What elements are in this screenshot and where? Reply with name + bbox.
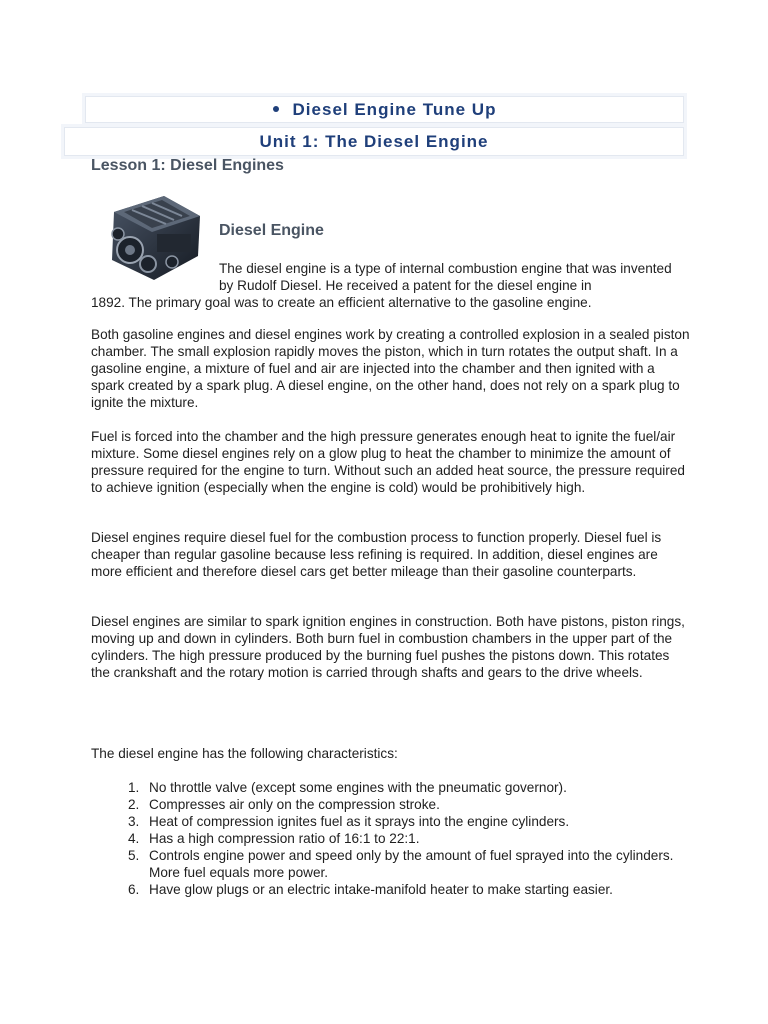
course-title: Diesel Engine Tune Up [292,100,497,119]
list-item-text: Heat of compression ignites fuel as it sprays into the engine cylinders. [149,814,570,829]
unit-title-bar [64,127,684,156]
list-item-text: No throttle valve (except some engines with the pneumatic governor). [149,780,567,795]
characteristics-list [91,779,691,898]
list-item-text: Controls engine power and speed only by the amount of fuel sprayed into the cylinders. More fuel equals more power. [149,848,674,880]
course-title-bar [85,96,684,123]
paragraph-construction: Diesel engines are similar to spark ignition engines in construction. Both have pistons, piston rings, moving up and down in cylinders. Both burn fuel in combustion chambers in the upper part of the cylinders. The high pressure produced by the burning fuel pushes the pistons down. This rotates the crankshaft and the rotary motion is carried through shafts and gears to the drive wheels. [91,614,685,680]
list-item [91,796,691,813]
list-item [91,830,691,847]
characteristics-intro: The diesel engine has the following characteristics: [91,746,398,761]
unit-title: Unit 1: The Diesel Engine [259,132,489,151]
diesel-engine-icon [102,190,210,284]
intro-paragraph-part2: 1892. The primary goal was to create an efficient alternative to the gasoline engine. [91,295,592,310]
paragraph-diesel-fuel: Diesel engines require diesel fuel for the combustion process to function properly. Diesel fuel is cheaper than regular gasoline because less refining is required. In addition, diesel engines are more efficient and therefore diesel cars get better mileage than their gasoline counterparts. [91,530,662,579]
list-item [91,881,691,898]
intro-paragraph-part1: The diesel engine is a type of internal combustion engine that was invented by Rudolf Diesel. He received a patent for the diesel engine in [219,261,672,293]
lesson-title: Lesson 1: Diesel Engines [91,157,284,174]
list-item-text: Has a high compression ratio of 16:1 to 22:1. [149,831,420,846]
list-item [91,847,691,881]
list-item-number: 2. [128,797,140,812]
list-item-number: 3. [128,814,140,829]
list-item [91,779,691,796]
paragraph-fuel-pressure: Fuel is forced into the chamber and the high pressure generates enough heat to ignite the fuel/air mixture. Some diesel engines rely on a glow plug to heat the chamber to minimize the amount of pressure required for the engine to turn. Without such an added heat source, the pressure required to achieve ignition (especially when the engine is cold) would be prohibitively high. [91,429,685,495]
list-item-number: 6. [128,882,140,897]
list-item-text: Compresses air only on the compression stroke. [149,797,440,812]
bullet-icon [273,106,279,112]
list-item-number: 4. [128,831,140,846]
list-item-number: 5. [128,848,140,863]
list-item-number: 1. [128,780,140,795]
paragraph-explosion: Both gasoline engines and diesel engines work by creating a controlled explosion in a sealed piston chamber. The small explosion rapidly moves the piston, which in turn rotates the output shaft. In a gasoline engine, a mixture of fuel and air are injected into the chamber and then ignited with a spark created by a spark plug. A diesel engine, on the other hand, does not rely on a spark plug to ignite the mixture. [91,327,690,410]
list-item [91,813,691,830]
list-item-text: Have glow plugs or an electric intake-manifold heater to make starting easier. [149,882,613,897]
section-title: Diesel Engine [219,222,324,239]
